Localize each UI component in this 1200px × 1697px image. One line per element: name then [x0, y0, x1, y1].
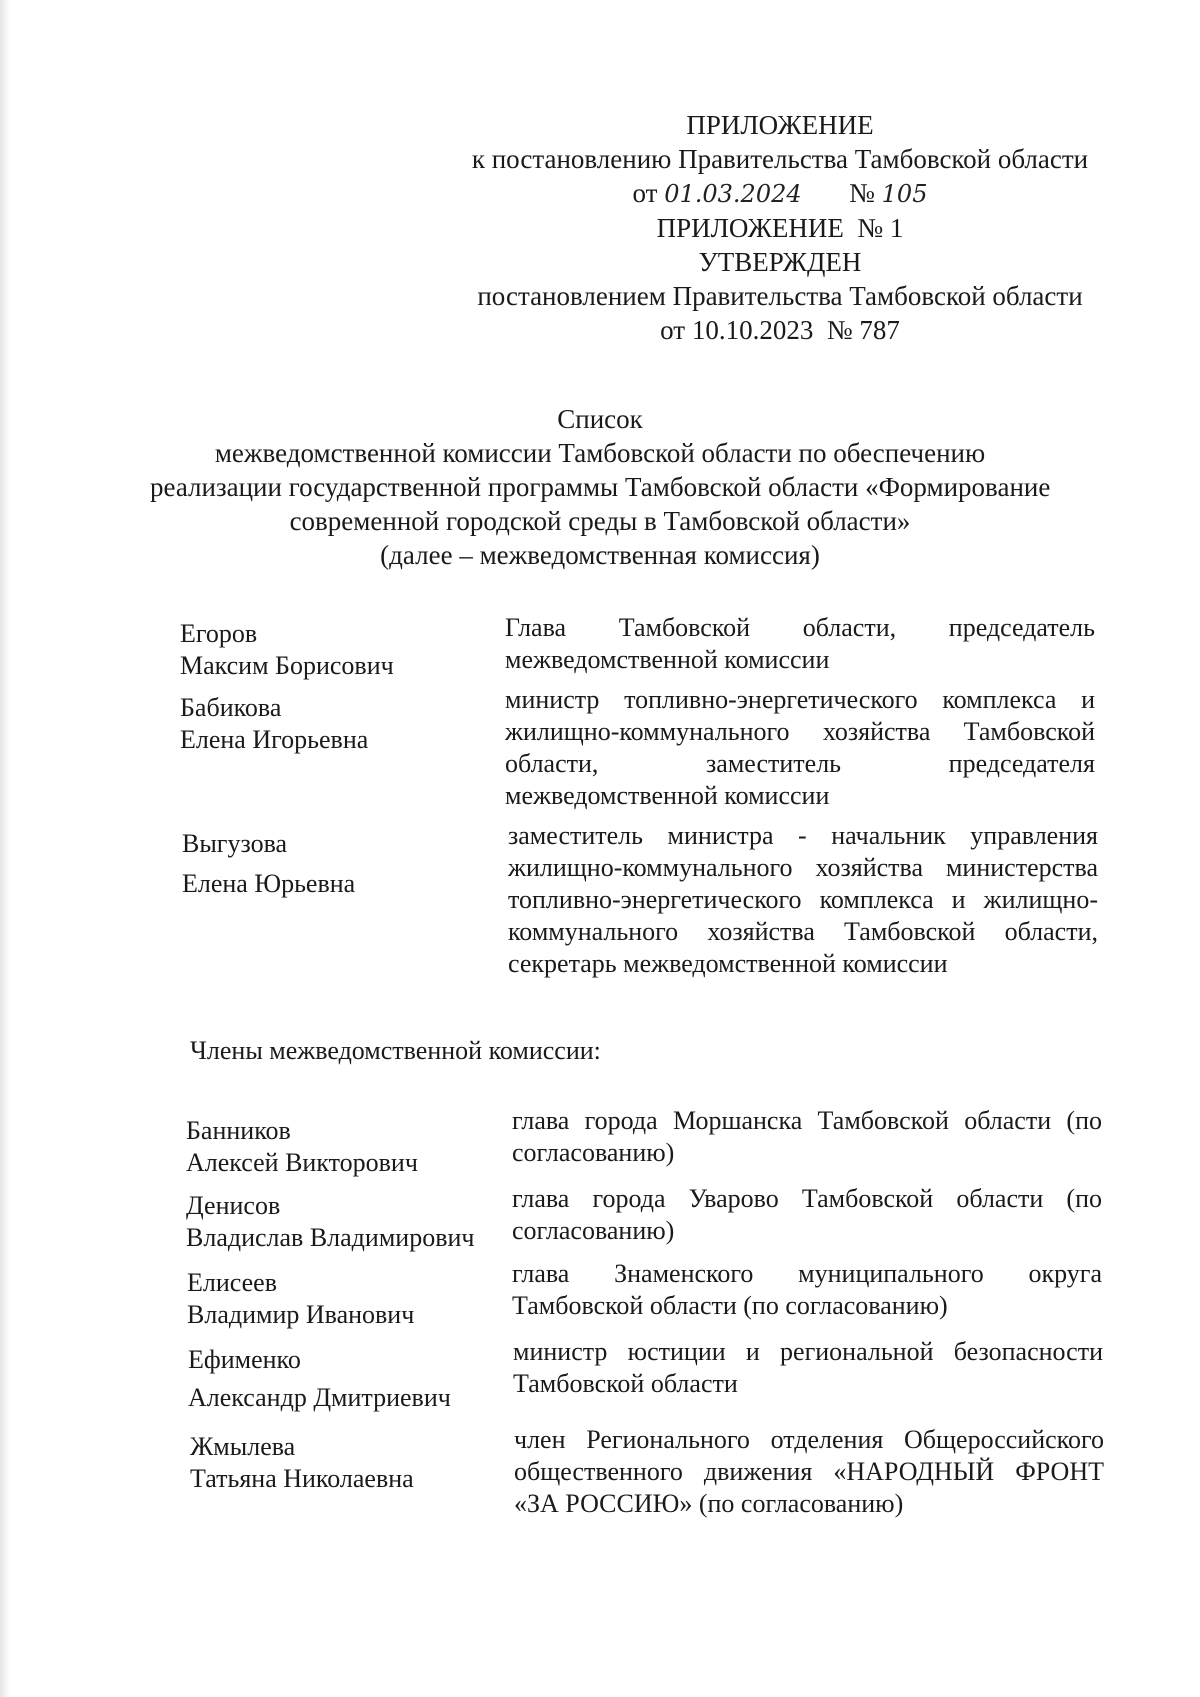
person-given-names: Владислав Владимирович: [186, 1223, 475, 1252]
person-surname: Жмылева: [190, 1432, 296, 1461]
annex-title: ПРИЛОЖЕНИЕ: [686, 110, 874, 140]
person-surname: Егоров: [180, 619, 258, 648]
person-name: [180, 618, 510, 682]
person-given-names: Елена Юрьевна: [182, 869, 356, 898]
person-given-names: Александр Дмитриевич: [188, 1383, 451, 1412]
person-role: глава города Уварово Тамбовской области (по согласованию): [512, 1184, 1102, 1245]
approved-date: от 10.10.2023 № 787: [660, 315, 900, 345]
person-name: [187, 1267, 517, 1331]
handwritten-date: 01.03.2024: [664, 180, 802, 208]
person-name: [190, 1431, 520, 1495]
person-role: министр топливно-энергетического комплекса и жилищно-коммунального хозяйства Тамбовской области, заместитель председателя межведомственной комиссии: [505, 685, 1095, 810]
decree-date-line: [430, 176, 1130, 211]
annex-number: ПРИЛОЖЕНИЕ № 1: [656, 213, 904, 243]
person-given-names: Максим Борисович: [180, 651, 394, 680]
approved-by: постановлением Правительства Тамбовской области: [477, 281, 1083, 311]
scan-edge-shadow: [0, 0, 10, 1697]
title-line-1: Список: [557, 404, 643, 434]
person-surname: Денисов: [186, 1191, 281, 1220]
person-surname: Банников: [186, 1116, 291, 1145]
person-name: [186, 1190, 516, 1254]
approved-label: УТВЕРЖДЕН: [698, 247, 862, 277]
person-surname: Бабикова: [180, 693, 282, 722]
person-surname: Елисеев: [187, 1268, 277, 1297]
annex-to: к постановлению Правительства Тамбовской области: [471, 144, 1089, 174]
person-role: заместитель министра - начальник управления жилищно-коммунального хозяйства министерства топливно-энергетического комплекса и жилищно-коммунального хозяйства Тамбовской области, секретарь межведомственной комиссии: [508, 821, 1098, 978]
number-prefix: №: [849, 178, 875, 208]
person-name: [180, 692, 510, 756]
person-surname: Выгузова: [182, 829, 288, 858]
document-title: [150, 402, 1050, 572]
person-given-names: Елена Игорьевна: [180, 725, 369, 754]
person-given-names: Татьяна Николаевна: [190, 1464, 414, 1493]
person-given-names: Алексей Викторович: [186, 1148, 418, 1177]
person-name: [188, 1344, 518, 1414]
person-name: [182, 828, 512, 900]
handwritten-number: 105: [881, 180, 928, 208]
title-line-5: (далее – межведомственная комиссия): [380, 540, 820, 570]
person-surname: Ефименко: [188, 1345, 301, 1374]
title-line-3: реализации государственной программы Тамбовской области «Формирование: [150, 472, 1051, 502]
title-line-4: современной городской среды в Тамбовской области»: [289, 506, 911, 536]
person-role: Глава Тамбовской области, председатель межведомственной комиссии: [505, 613, 1095, 674]
title-line-2: межведомственной комиссии Тамбовской области по обеспечению: [214, 438, 986, 468]
document-header: [430, 108, 1130, 347]
person-given-names: Владимир Иванович: [187, 1300, 415, 1329]
date-prefix: от: [632, 178, 658, 208]
person-name: [186, 1115, 516, 1179]
person-role: глава города Моршанска Тамбовской области (по согласованию): [512, 1106, 1102, 1167]
person-role: член Регионального отделения Общероссийского общественного движения «НАРОДНЫЙ ФРОНТ «ЗА РОССИЮ» (по согласованию): [514, 1425, 1104, 1518]
person-role: министр юстиции и региональной безопасности Тамбовской области: [513, 1337, 1103, 1398]
members-section-label: Члены межведомственной комиссии:: [190, 1036, 601, 1065]
person-role: глава Знаменского муниципального округа Тамбовской области (по согласованию): [512, 1259, 1102, 1320]
